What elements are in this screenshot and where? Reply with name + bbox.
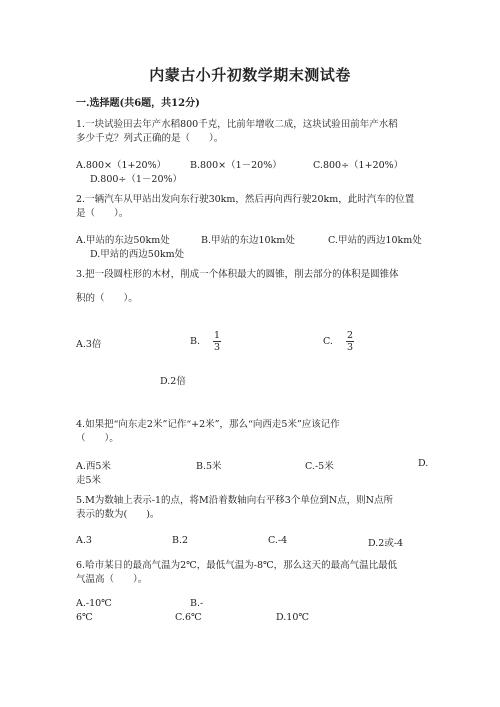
question-5-option-d[interactable]: D.2或-4: [368, 538, 404, 549]
question-5-option-c[interactable]: C.-4: [268, 535, 288, 546]
question-6-option-b[interactable]: B.-: [190, 598, 204, 609]
question-2-option-c[interactable]: C.甲站的西边10km处: [328, 235, 422, 246]
question-3-option-b[interactable]: B.: [190, 336, 201, 347]
question-3-option-a[interactable]: A.3倍: [76, 339, 102, 350]
question-2-option-a[interactable]: A.甲站的东边50km处: [76, 235, 170, 246]
fraction-denominator: 3: [213, 342, 221, 353]
fraction-denominator: 3: [346, 342, 354, 353]
question-4-option-a[interactable]: A.西5米: [76, 461, 111, 472]
question-6-text-line2: 气温高（ ）。: [76, 574, 148, 585]
question-4-option-d[interactable]: D.: [418, 458, 429, 469]
question-4-option-d-continuation: 走5米: [76, 475, 102, 486]
question-3-option-b-fraction: [211, 330, 223, 353]
question-6-text-line1: 6.哈市某日的最高气温为2℃，最低气温为-8℃，那么这天的最高气温比最低: [76, 560, 398, 571]
question-1-option-d[interactable]: D.800÷（1－20%）: [90, 174, 183, 185]
question-5-option-b[interactable]: B.2: [172, 535, 189, 546]
question-6-option-a[interactable]: A.-10℃: [76, 598, 112, 609]
question-4-option-c[interactable]: C.-5米: [305, 461, 334, 472]
page-title: 内蒙古小升初数学期末测试卷: [149, 66, 351, 84]
question-3-option-c[interactable]: C.: [323, 336, 333, 347]
question-1-option-b[interactable]: B.800×（1－20%）: [190, 160, 282, 171]
question-4-text-line2: （ ）。: [76, 433, 119, 444]
question-6-option-b-continuation: 6℃: [76, 612, 93, 623]
question-3-option-d[interactable]: D.2倍: [160, 376, 186, 387]
question-4-option-b[interactable]: B.5米: [196, 461, 222, 472]
fraction-numerator: 2: [346, 330, 354, 341]
fraction-numerator: 1: [213, 330, 221, 341]
question-5-option-a[interactable]: A.3: [76, 535, 92, 546]
question-2-option-b[interactable]: B.甲站的东边10km处: [201, 235, 295, 246]
question-6-option-c[interactable]: C.6℃: [175, 612, 202, 623]
question-3-option-c-fraction: [344, 330, 356, 353]
question-1-option-a[interactable]: A.800×（1+20%）: [76, 160, 167, 171]
question-4-text-line1: 4.如果把“向东走2米”记作“+2米”，那么“向西走5米”应该记作: [76, 419, 340, 430]
question-1-option-c[interactable]: C.800÷（1+20%）: [313, 160, 404, 171]
section-heading: 一.选择题(共6题，共12分): [76, 98, 200, 109]
question-5-text-line2: 表示的数为( )。: [76, 509, 160, 520]
question-2-text-line1: 2.一辆汽车从甲站出发向东行驶30km，然后再向西行驶20km，此时汽车的位置: [76, 194, 415, 205]
question-2-text-line2: 是（ ）。: [76, 208, 129, 219]
question-3-text-line1: 3.把一段圆柱形的木材，削成一个体积最大的圆锥，削去部分的体积是圆锥体: [76, 269, 399, 280]
question-1-text-line1: 1.一块试验田去年产水稻800千克，比前年增收二成，这块试验田前年产水稻: [76, 119, 398, 130]
question-2-option-d[interactable]: D.甲站的西边50km处: [90, 249, 185, 260]
question-3-text-line2: 积的（ ）。: [76, 293, 138, 304]
question-6-option-d[interactable]: D.10℃: [276, 612, 310, 623]
question-5-text-line1: 5.M为数轴上表示-1的点，将M沿着数轴向右平移3个单位到N点，则N点所: [76, 495, 393, 506]
question-1-text-line2: 多少千克？列式正确的是（ ）。: [76, 133, 224, 144]
